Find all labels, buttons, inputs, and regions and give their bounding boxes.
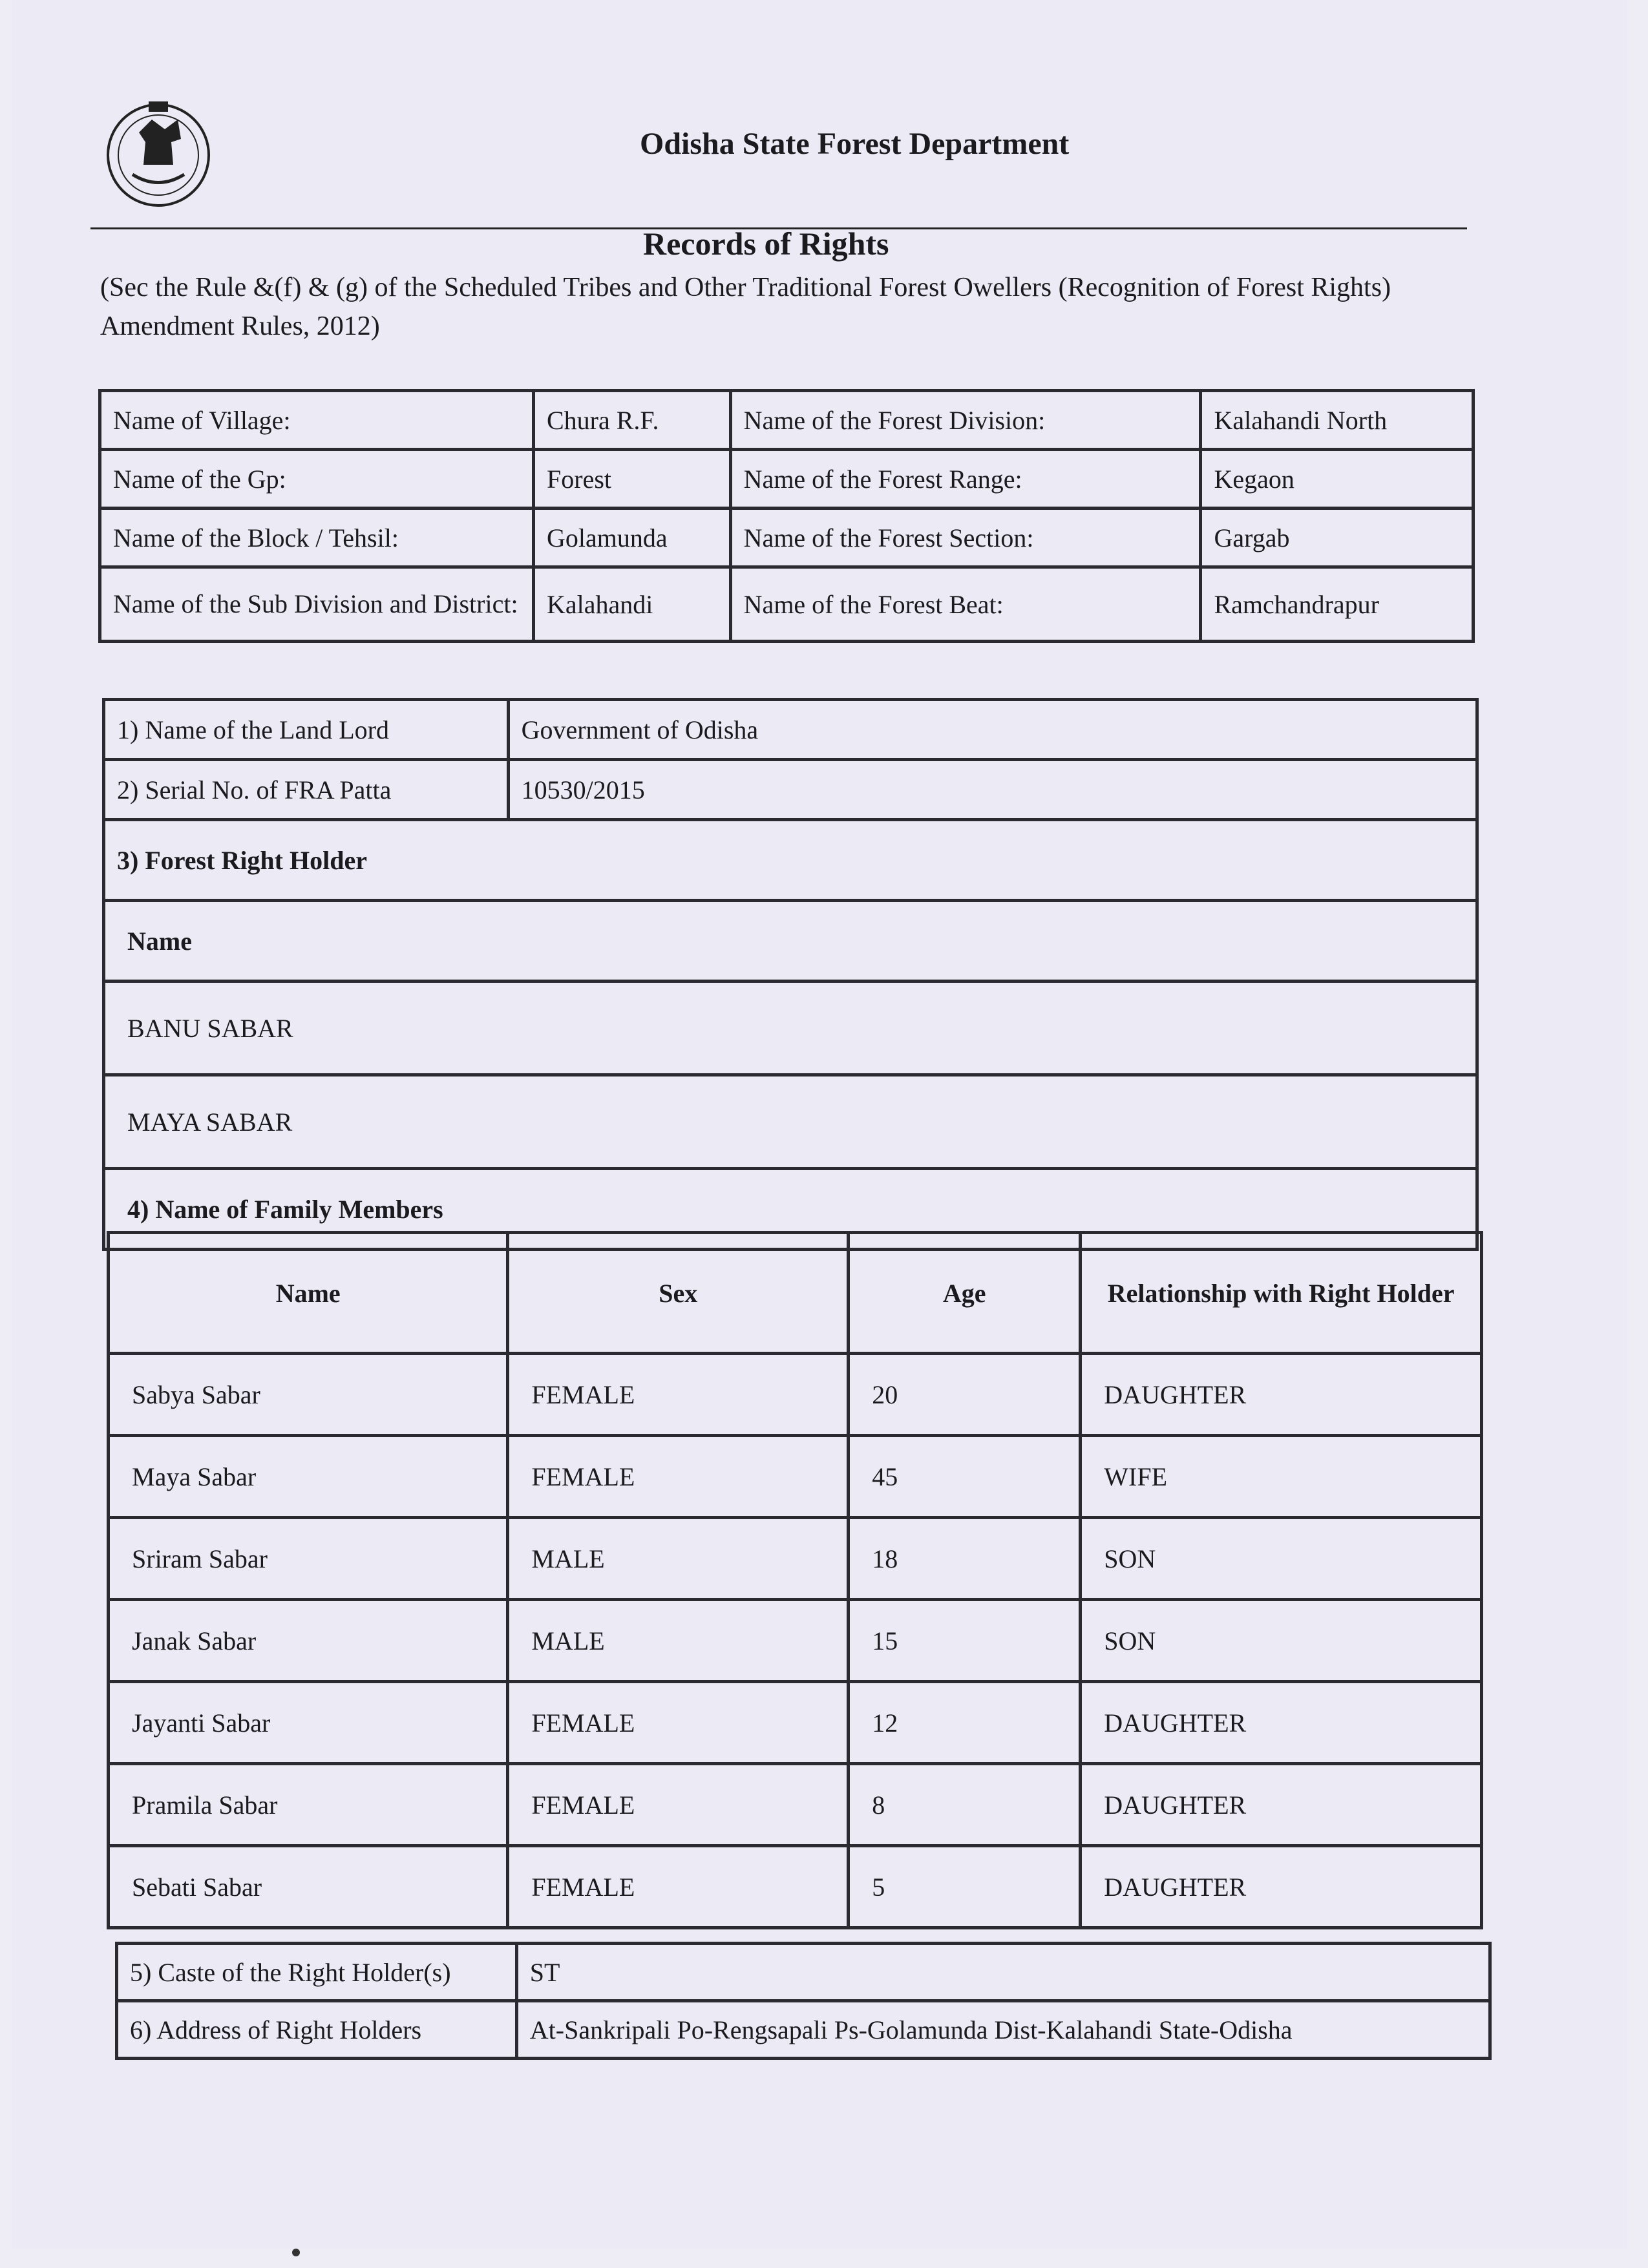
- member-sex: FEMALE: [508, 1846, 849, 1928]
- member-age: 12: [849, 1682, 1081, 1764]
- table-row: [109, 1436, 1482, 1518]
- division-label: Name of the Forest Division:: [730, 391, 1201, 450]
- member-relationship: DAUGHTER: [1081, 1764, 1482, 1846]
- table-header-row: [109, 1233, 1482, 1354]
- family-heading: 4) Name of Family Members: [104, 1169, 1477, 1250]
- table-row: [100, 391, 1474, 450]
- holder-name: BANU SABAR: [104, 982, 1477, 1075]
- member-name: Sabya Sabar: [109, 1354, 508, 1436]
- location-table: [98, 389, 1475, 643]
- member-sex: MALE: [508, 1600, 849, 1682]
- footer-table: [115, 1942, 1492, 2060]
- serial-value: 10530/2015: [508, 760, 1477, 820]
- member-age: 20: [849, 1354, 1081, 1436]
- member-age: 8: [849, 1764, 1081, 1846]
- member-name: Jayanti Sabar: [109, 1682, 508, 1764]
- ink-speck: [292, 2249, 300, 2256]
- member-relationship: SON: [1081, 1518, 1482, 1600]
- caste-value: ST: [516, 1944, 1490, 2001]
- member-name: Maya Sabar: [109, 1436, 508, 1518]
- village-value: Chura R.F.: [534, 391, 731, 450]
- page-title: Records of Rights: [643, 226, 889, 262]
- block-label: Name of the Block / Tehsil:: [100, 509, 534, 567]
- member-relationship: DAUGHTER: [1081, 1354, 1482, 1436]
- section-label: Name of the Forest Section:: [730, 509, 1201, 567]
- range-value: Kegaon: [1201, 450, 1474, 509]
- table-row: [109, 1354, 1482, 1436]
- column-header: Age: [849, 1233, 1081, 1354]
- column-header: Name: [109, 1233, 508, 1354]
- holder-heading: 3) Forest Right Holder: [104, 820, 1477, 901]
- family-table: [107, 1231, 1483, 1929]
- table-row: [109, 1682, 1482, 1764]
- member-name: Pramila Sabar: [109, 1764, 508, 1846]
- column-header: Sex: [508, 1233, 849, 1354]
- table-row: [117, 1944, 1490, 2001]
- table-row: [104, 901, 1477, 982]
- caste-label: 5) Caste of the Right Holder(s): [117, 1944, 517, 2001]
- page-subtitle: (Sec the Rule &(f) & (g) of the Scheduled Tribes and Other Traditional Forest Owellers (Recognition of Forest Rights) Amendment Rules, 2012): [100, 273, 1391, 341]
- member-sex: MALE: [508, 1518, 849, 1600]
- beat-label: Name of the Forest Beat:: [730, 567, 1201, 642]
- member-age: 18: [849, 1518, 1081, 1600]
- village-label: Name of Village:: [100, 391, 534, 450]
- record-table: [102, 698, 1479, 1251]
- member-relationship: SON: [1081, 1600, 1482, 1682]
- table-row: [117, 2001, 1490, 2059]
- member-sex: FEMALE: [508, 1682, 849, 1764]
- member-relationship: DAUGHTER: [1081, 1682, 1482, 1764]
- address-value: At-Sankripali Po-Rengsapali Ps-Golamunda Dist-Kalahandi State-Odisha: [516, 2001, 1490, 2059]
- holder-name-heading: Name: [104, 901, 1477, 982]
- table-row: [109, 1600, 1482, 1682]
- block-value: Golamunda: [534, 509, 731, 567]
- landlord-value: Government of Odisha: [508, 700, 1477, 760]
- section-value: Gargab: [1201, 509, 1474, 567]
- column-header: Relationship with Right Holder: [1081, 1233, 1482, 1354]
- member-relationship: WIFE: [1081, 1436, 1482, 1518]
- member-sex: FEMALE: [508, 1354, 849, 1436]
- gp-label: Name of the Gp:: [100, 450, 534, 509]
- member-name: Janak Sabar: [109, 1600, 508, 1682]
- table-row: [100, 567, 1474, 642]
- table-row: [100, 450, 1474, 509]
- table-row: [109, 1518, 1482, 1600]
- range-label: Name of the Forest Range:: [730, 450, 1201, 509]
- beat-value: Ramchandrapur: [1201, 567, 1474, 642]
- table-row: [104, 1075, 1477, 1169]
- table-row: [109, 1764, 1482, 1846]
- member-name: Sriram Sabar: [109, 1518, 508, 1600]
- department-title: Odisha State Forest Department: [640, 127, 1070, 161]
- table-row: [104, 760, 1477, 820]
- odisha-emblem-icon: [103, 94, 213, 210]
- holder-name: MAYA SABAR: [104, 1075, 1477, 1169]
- member-sex: FEMALE: [508, 1764, 849, 1846]
- subdiv-label: Name of the Sub Division and District:: [100, 567, 534, 642]
- serial-label: 2) Serial No. of FRA Patta: [104, 760, 509, 820]
- member-age: 5: [849, 1846, 1081, 1928]
- division-value: Kalahandi North: [1201, 391, 1474, 450]
- address-label: 6) Address of Right Holders: [117, 2001, 517, 2059]
- landlord-label: 1) Name of the Land Lord: [104, 700, 509, 760]
- table-row: [100, 509, 1474, 567]
- table-row: [104, 982, 1477, 1075]
- member-sex: FEMALE: [508, 1436, 849, 1518]
- member-name: Sebati Sabar: [109, 1846, 508, 1928]
- gp-value: Forest: [534, 450, 731, 509]
- member-age: 15: [849, 1600, 1081, 1682]
- subdiv-value: Kalahandi: [534, 567, 731, 642]
- table-row: [104, 820, 1477, 901]
- table-row: [109, 1846, 1482, 1928]
- table-row: [104, 700, 1477, 760]
- member-age: 45: [849, 1436, 1081, 1518]
- member-relationship: DAUGHTER: [1081, 1846, 1482, 1928]
